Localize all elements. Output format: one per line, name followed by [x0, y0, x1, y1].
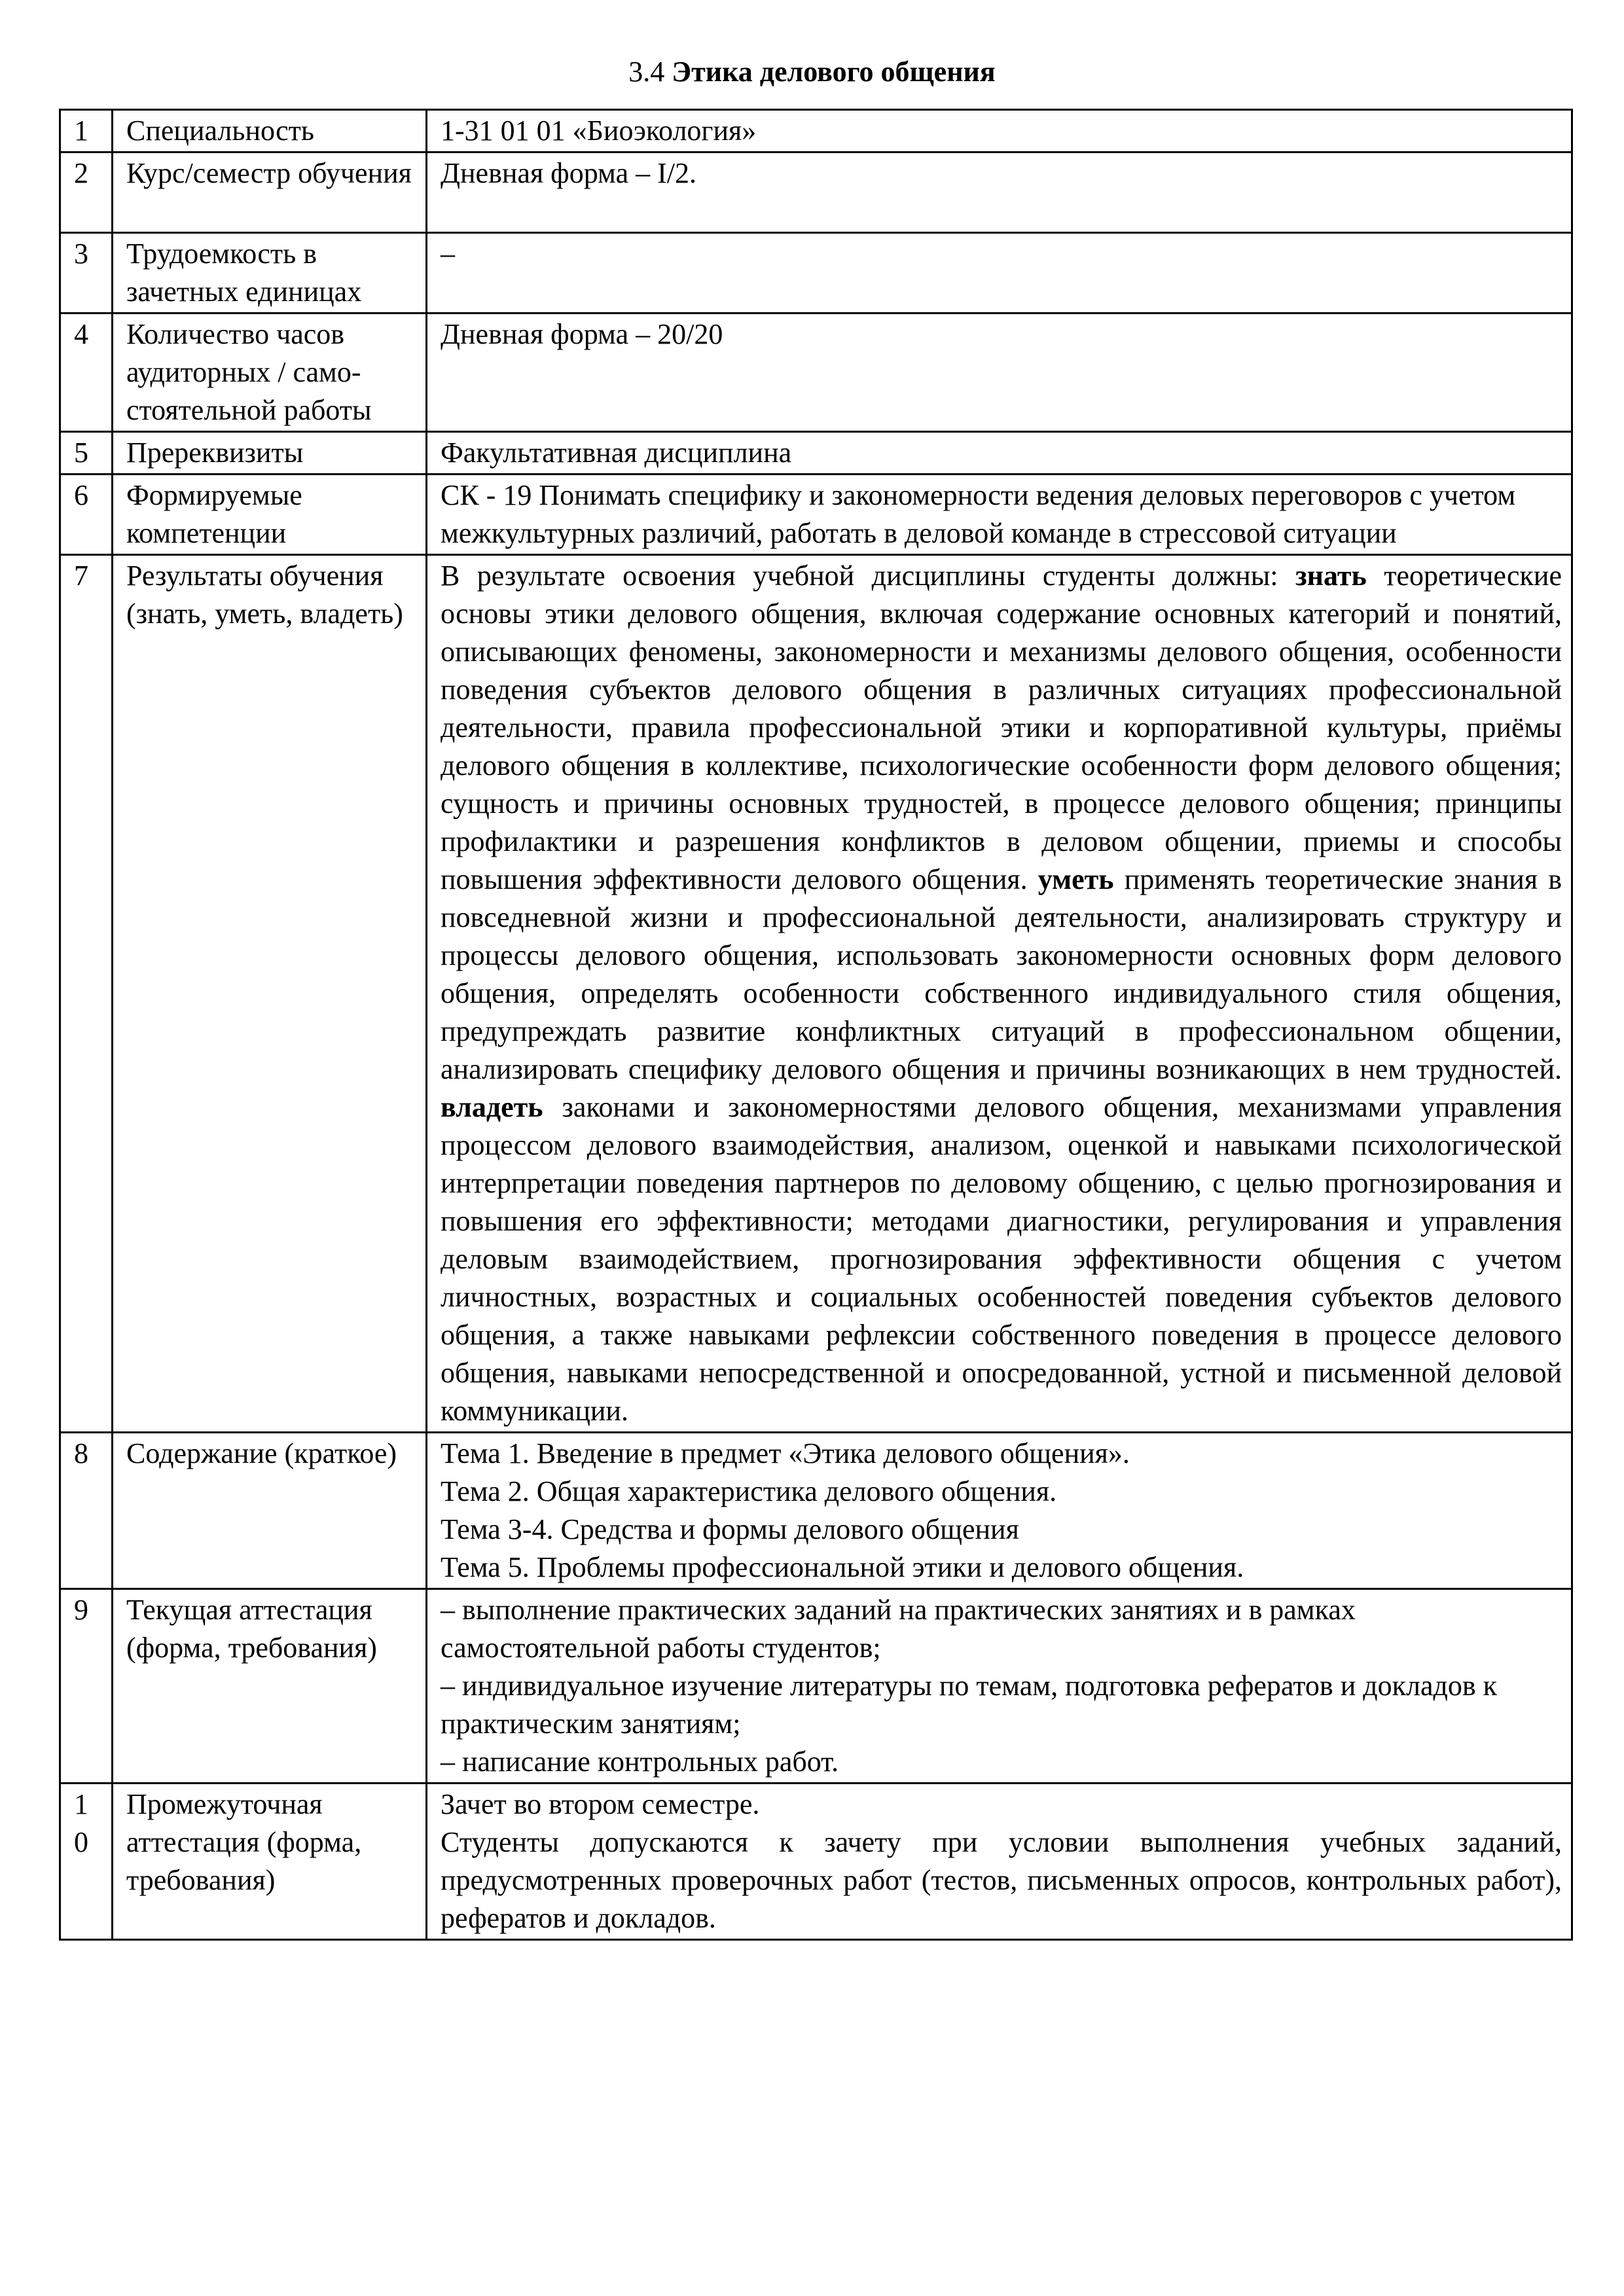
row-value: 1-31 01 01 «Биоэкология»	[427, 110, 1572, 152]
table-row	[60, 432, 1572, 475]
know-text: теоретические основы этики делового общения, включая содержание основных категорий и понятий, описывающих феномены, закономерности и механизмы делового общения, особенности поведения субъектов делового общения в различных ситуациях профессиональной деятельности, правила профессиональной этики и корпоративной культуры, приёмы делового общения в коллективе, психологические особенности форм делового общения; сущность и причины основных трудностей, в процессе делового общения; принципы профилактики и разрешения конфликтов в деловом общении, приемы и способы повышения эффективности делового общения.	[441, 560, 1562, 895]
row-number: 3	[60, 233, 113, 314]
row-number: 1	[60, 110, 113, 152]
can-keyword: уметь	[1038, 863, 1114, 895]
row-number: 4	[60, 314, 113, 432]
row-label: Промежуточная аттестация (форма, требования)	[113, 1784, 427, 1940]
topic-line: Тема 3-4. Средства и формы делового общения	[441, 1513, 1019, 1545]
row-label: Трудоемкость в зачетных единицах	[113, 233, 427, 314]
row-number: 6	[60, 475, 113, 555]
row-number: 8	[60, 1433, 113, 1589]
current-assessment	[427, 1589, 1572, 1784]
assessment-line: Студенты допускаются к зачету при условии выполнения учебных заданий, предусмотренных проверочных работ (тестов, письменных опросов, контрольных работ), рефератов и докладов.	[441, 1826, 1562, 1934]
row-number: 9	[60, 1589, 113, 1784]
table-row	[60, 475, 1572, 555]
table-row	[60, 233, 1572, 314]
table-row	[60, 314, 1572, 432]
title-text: Этика делового общения	[672, 56, 996, 88]
assessment-line: – выполнение практических заданий на практических занятиях и в рамках самостоятельной работы студентов;	[441, 1594, 1356, 1664]
row-label: Количество часов аудиторных / само-стоятельной работы	[113, 314, 427, 432]
row-number: 2	[60, 152, 113, 233]
row-label: Специальность	[113, 110, 427, 152]
page-title	[0, 52, 1624, 92]
row-label: Пререквизиты	[113, 432, 427, 475]
row-label: Результаты обучения (знать, уметь, владеть)	[113, 555, 427, 1433]
course-info-table	[59, 109, 1573, 1941]
row-label: Курс/семестр обучения	[113, 152, 427, 233]
assessment-line: – написание контрольных работ.	[441, 1746, 839, 1778]
row-label: Содержание (краткое)	[113, 1433, 427, 1589]
own-keyword: владеть	[441, 1091, 543, 1123]
row-number: 10	[60, 1784, 113, 1940]
learning-outcomes	[427, 555, 1572, 1433]
title-number: 3.4	[628, 56, 665, 88]
can-text: применять теоретические знания в повседневной жизни и профессиональной деятельности, анализировать структуру и процессы делового общения, использовать закономерности основных форм делового общения, определять особенности собственного индивидуального стиля общения, предупреждать развитие конфликтных ситуаций в профессиональном общении, анализировать специфику делового общения и причины возникающих в нем трудностей.	[441, 863, 1562, 1085]
row-number: 5	[60, 432, 113, 475]
row-label: Формируемые компетенции	[113, 475, 427, 555]
row-value: Факультативная дисциплина	[427, 432, 1572, 475]
table-row	[60, 152, 1572, 233]
row-label: Текущая аттестация (форма, требования)	[113, 1589, 427, 1784]
interim-assessment	[427, 1784, 1572, 1940]
row-value: Дневная форма – 20/20	[427, 314, 1572, 432]
table-row	[60, 1433, 1572, 1589]
row-number: 7	[60, 555, 113, 1433]
table-row	[60, 1784, 1572, 1940]
assessment-line: Зачет во втором семестре.	[441, 1788, 760, 1820]
content-topics	[427, 1433, 1572, 1589]
topic-line: Тема 5. Проблемы профессиональной этики и делового общения.	[441, 1551, 1244, 1583]
table-row	[60, 110, 1572, 152]
topic-line: Тема 1. Введение в предмет «Этика делового общения».	[441, 1437, 1130, 1469]
row-value: СК - 19 Понимать специфику и закономерности ведения деловых переговоров с учетом межкультурных различий, работать в деловой команде в стрессовой ситуации	[427, 475, 1572, 555]
own-text: законами и закономерностями делового общения, механизмами управления процессом делового взаимодействия, анализом, оценкой и навыками психологической интерпретации поведения партнеров по деловому общению, с целью прогнозирования и повышения его эффективности; методами диагностики, регулирования и управления деловым взаимодействием, прогнозирования эффективности общения с учетом личностных, возрастных и социальных особенностей поведения субъектов делового общения, а также навыками рефлексии собственного поведения в процессе делового общения, навыками непосредственной и опосредованной, устной и письменной деловой коммуникации.	[441, 1091, 1562, 1427]
row-value: Дневная форма – I/2.	[427, 152, 1572, 233]
assessment-line: – индивидуальное изучение литературы по темам, подготовка рефератов и докладов к практическим занятиям;	[441, 1670, 1498, 1740]
know-keyword: знать	[1295, 560, 1367, 592]
row-value: –	[427, 233, 1572, 314]
topic-line: Тема 2. Общая характеристика делового общения.	[441, 1475, 1057, 1507]
table-row	[60, 555, 1572, 1433]
table-row	[60, 1589, 1572, 1784]
outcomes-intro: В результате освоения учебной дисциплины студенты должны:	[441, 560, 1278, 592]
